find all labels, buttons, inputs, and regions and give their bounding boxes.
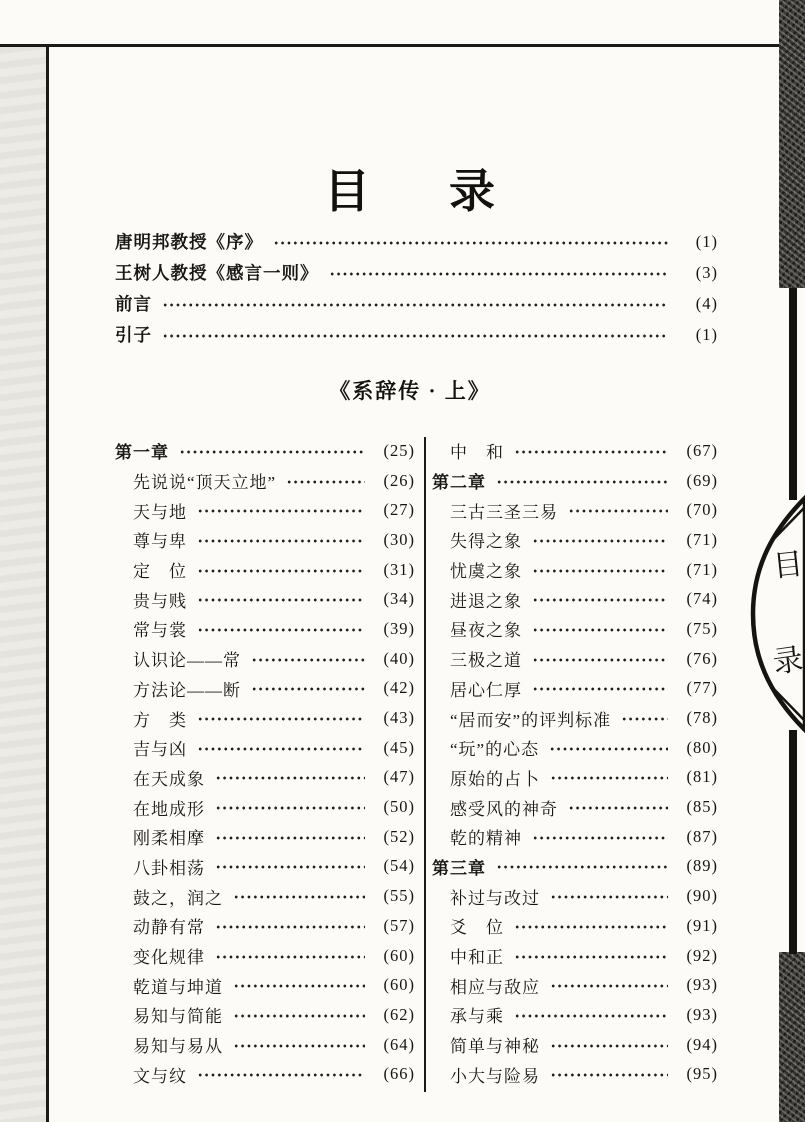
thumb-tab-label-2: 录: [770, 641, 805, 681]
toc-entry: [432, 1059, 718, 1089]
toc-entry: [115, 733, 415, 763]
toc-entry-page: (40): [383, 648, 415, 668]
toc-entry-page: (71): [686, 529, 718, 549]
toc-entry-label: 唐明邦教授《序》: [115, 232, 263, 252]
toc-entry-page: (71): [686, 559, 718, 579]
toc-entry-label: 中 和: [450, 443, 504, 463]
toc-entry: [432, 911, 718, 941]
toc-entry: [115, 644, 415, 674]
toc-entry: [432, 584, 718, 614]
toc-entry-label: 前言: [115, 294, 152, 314]
toc-entry-label: 爻 位: [450, 918, 504, 938]
toc-entry-page: (81): [686, 767, 718, 787]
toc-entry-label: 第三章: [432, 858, 486, 878]
toc-entry-page: (93): [686, 1004, 718, 1024]
toc-entry-label: 王树人教授《感言一则》: [115, 263, 319, 283]
toc-entry: [432, 644, 718, 674]
toc-entry: [432, 941, 718, 971]
toc-entry-label: 进退之象: [450, 591, 522, 611]
toc-entry-label: 乾道与坤道: [133, 977, 223, 997]
dot-leader: [568, 802, 668, 814]
dot-leader: [215, 772, 365, 784]
dot-leader: [197, 535, 365, 547]
toc-entry: [432, 852, 718, 882]
dot-leader: [273, 237, 668, 249]
toc-entry-label: 文与纹: [133, 1066, 187, 1086]
left-margin-line: [46, 45, 49, 1122]
toc-entry-page: (66): [383, 1064, 415, 1084]
toc-entry: [432, 466, 718, 496]
dot-leader: [568, 505, 668, 517]
column-divider: [424, 437, 426, 1092]
dot-leader: [233, 980, 365, 992]
toc-entry: [432, 674, 718, 704]
dot-leader: [215, 802, 365, 814]
toc-entry-page: (4): [695, 293, 718, 313]
toc-entry-label: 失得之象: [450, 532, 522, 552]
dot-leader: [233, 1010, 365, 1022]
toc-entry-page: (75): [686, 618, 718, 638]
front-matter-list: [115, 226, 718, 350]
dot-leader: [233, 891, 365, 903]
toc-entry: [115, 495, 415, 525]
toc-entry: [432, 881, 718, 911]
toc-entry: [115, 436, 415, 466]
toc-entry-page: (3): [695, 262, 718, 282]
toc-entry-label: 动静有常: [133, 918, 205, 938]
toc-entry-page: (1): [695, 231, 718, 251]
toc-entry: [115, 584, 415, 614]
toc-entry-page: (60): [383, 975, 415, 995]
page-edge-line-bottom: [789, 730, 797, 954]
toc-entry-label: 昼夜之象: [450, 621, 522, 641]
dot-leader: [550, 1069, 668, 1081]
toc-entry-page: (45): [383, 737, 415, 757]
toc-entry: [115, 525, 415, 555]
toc-entry: [115, 822, 415, 852]
toc-entry-page: (25): [383, 440, 415, 460]
dot-leader: [251, 654, 365, 666]
toc-entry-page: (26): [383, 470, 415, 490]
dot-leader: [532, 565, 668, 577]
dot-leader: [162, 299, 668, 311]
toc-entry-label: 小大与险易: [450, 1066, 540, 1086]
toc-entry-page: (76): [686, 648, 718, 668]
toc-entry: [115, 763, 415, 793]
toc-entry-page: (67): [686, 440, 718, 460]
toc-entry: [115, 1030, 415, 1060]
toc-entry-label: 变化规律: [133, 948, 205, 968]
toc-entry: [432, 733, 718, 763]
dot-leader: [514, 921, 668, 933]
toc-entry-label: “居而安”的评判标准: [450, 710, 612, 730]
dot-leader: [233, 1040, 365, 1052]
toc-right-column: [432, 436, 718, 1089]
toc-entry-page: (95): [686, 1064, 718, 1084]
toc-entry: [432, 970, 718, 1000]
toc-entry: [115, 1059, 415, 1089]
dot-leader: [197, 594, 365, 606]
toc-entry-label: 尊与卑: [133, 532, 187, 552]
toc-entry-label: 原始的占卜: [450, 769, 540, 789]
toc-entry-page: (62): [383, 1004, 415, 1024]
toc-entry-label: 吉与凶: [133, 740, 187, 760]
dot-leader: [514, 951, 668, 963]
toc-entry: [115, 555, 415, 585]
toc-entry-label: 易知与简能: [133, 1007, 223, 1027]
page-edge-line-top: [789, 288, 797, 500]
dot-leader: [496, 476, 668, 488]
dot-leader: [550, 980, 668, 992]
toc-entry-page: (77): [686, 678, 718, 698]
dot-leader: [532, 654, 668, 666]
toc-entry: [432, 436, 718, 466]
dot-leader: [286, 476, 365, 488]
toc-entry-page: (1): [695, 324, 718, 344]
dot-leader: [532, 594, 668, 606]
toc-entry: [432, 1000, 718, 1030]
toc-entry: [115, 941, 415, 971]
dot-leader: [215, 951, 365, 963]
toc-entry-label: 承与乘: [450, 1007, 504, 1027]
dot-leader: [329, 268, 669, 280]
top-rule-line: [0, 44, 784, 47]
dot-leader: [549, 743, 668, 755]
toc-entry: [115, 703, 415, 733]
toc-entry: [115, 319, 718, 350]
toc-entry-label: 三极之道: [450, 651, 522, 671]
toc-entry-page: (30): [383, 529, 415, 549]
page-title-char-2: 录: [449, 166, 496, 217]
toc-entry-page: (92): [686, 945, 718, 965]
thumb-tab: [745, 494, 805, 734]
dot-leader: [550, 772, 668, 784]
toc-left-column: [115, 436, 415, 1089]
dot-leader: [550, 891, 668, 903]
toc-entry-page: (31): [383, 559, 415, 579]
toc-entry: [115, 288, 718, 319]
toc-entry-page: (54): [383, 856, 415, 876]
toc-columns: [115, 436, 718, 1089]
toc-entry-page: (27): [383, 500, 415, 520]
toc-entry: [115, 911, 415, 941]
toc-entry: [115, 614, 415, 644]
left-margin-strip: [0, 47, 46, 1122]
toc-entry-page: (69): [686, 470, 718, 490]
toc-entry-label: 刚柔相摩: [133, 829, 205, 849]
toc-entry-label: 定 位: [133, 562, 187, 582]
toc-entry-page: (60): [383, 945, 415, 965]
toc-entry-page: (74): [686, 589, 718, 609]
toc-entry-page: (89): [686, 856, 718, 876]
toc-entry-label: 引子: [115, 325, 152, 345]
dot-leader: [621, 713, 668, 725]
toc-entry: [432, 614, 718, 644]
dot-leader: [532, 624, 668, 636]
toc-entry-label: 认识论——常: [133, 651, 241, 671]
toc-entry-page: (80): [686, 737, 718, 757]
dot-leader: [532, 535, 668, 547]
toc-entry-page: (57): [383, 915, 415, 935]
dot-leader: [514, 1010, 668, 1022]
dot-leader: [251, 683, 365, 695]
dot-leader: [197, 743, 365, 755]
toc-entry-label: 补过与改过: [450, 888, 540, 908]
thumb-tab-label-1: 目: [771, 546, 805, 585]
dot-leader: [162, 330, 668, 342]
toc-entry-label: 中和正: [450, 948, 504, 968]
toc-entry: [115, 257, 718, 288]
page-title: [100, 155, 720, 221]
toc-entry-label: 贵与贱: [133, 591, 187, 611]
dot-leader: [197, 1069, 365, 1081]
dot-leader: [179, 446, 365, 458]
toc-entry: [115, 792, 415, 822]
dot-leader: [532, 832, 668, 844]
toc-entry-page: (39): [383, 618, 415, 638]
toc-entry-label: 感受风的神奇: [450, 799, 558, 819]
page-title-char-1: 目: [324, 166, 371, 217]
dot-leader: [197, 505, 365, 517]
toc-entry-page: (87): [686, 826, 718, 846]
dot-leader: [215, 921, 365, 933]
dot-leader: [197, 565, 365, 577]
toc-entry: [115, 970, 415, 1000]
toc-entry-label: 先说说“顶天立地”: [133, 473, 277, 493]
toc-entry: [115, 466, 415, 496]
toc-entry-label: 相应与敌应: [450, 977, 540, 997]
toc-entry-page: (85): [686, 797, 718, 817]
toc-entry-page: (78): [686, 708, 718, 728]
toc-entry-label: 简单与神秘: [450, 1037, 540, 1057]
toc-entry-page: (94): [686, 1034, 718, 1054]
toc-entry-page: (91): [686, 915, 718, 935]
toc-entry-page: (70): [686, 500, 718, 520]
toc-entry: [115, 881, 415, 911]
toc-entry: [432, 525, 718, 555]
binding-edge-bottom: [779, 952, 805, 1122]
toc-entry-label: 三古三圣三易: [450, 502, 558, 522]
toc-entry-page: (50): [383, 797, 415, 817]
section-heading: 《系辞传 · 上》: [329, 379, 491, 403]
toc-entry-label: 在天成象: [133, 769, 205, 789]
toc-entry-label: 方法论——断: [133, 680, 241, 700]
dot-leader: [496, 861, 668, 873]
toc-entry: [115, 226, 718, 257]
dot-leader: [197, 624, 365, 636]
toc-entry: [432, 495, 718, 525]
dot-leader: [197, 713, 365, 725]
toc-entry-label: 八卦相荡: [133, 858, 205, 878]
dot-leader: [215, 832, 365, 844]
toc-entry-page: (52): [383, 826, 415, 846]
dot-leader: [514, 446, 668, 458]
toc-entry-label: 常与裳: [133, 621, 187, 641]
binding-edge-top: [779, 0, 805, 288]
dot-leader: [532, 683, 668, 695]
toc-entry-label: 易知与易从: [133, 1037, 223, 1057]
toc-entry-page: (90): [686, 886, 718, 906]
toc-entry-page: (43): [383, 708, 415, 728]
toc-entry-label: 鼓之，润之: [133, 888, 223, 908]
toc-entry-label: 第一章: [115, 443, 169, 463]
dot-leader: [215, 861, 365, 873]
toc-entry: [432, 703, 718, 733]
toc-entry-label: “玩”的心态: [450, 740, 540, 760]
toc-entry: [115, 1000, 415, 1030]
toc-entry: [432, 763, 718, 793]
toc-entry-label: 居心仁厚: [450, 680, 522, 700]
toc-entry-page: (93): [686, 975, 718, 995]
toc-entry: [115, 674, 415, 704]
toc-entry-page: (47): [383, 767, 415, 787]
toc-entry: [432, 555, 718, 585]
toc-entry: [115, 852, 415, 882]
toc-entry-label: 忧虞之象: [450, 562, 522, 582]
toc-entry-label: 在地成形: [133, 799, 205, 819]
toc-entry-label: 天与地: [133, 502, 187, 522]
toc-entry-page: (55): [383, 886, 415, 906]
toc-entry: [432, 1030, 718, 1060]
toc-entry-label: 方 类: [133, 710, 187, 730]
dot-leader: [550, 1040, 668, 1052]
toc-entry-label: 第二章: [432, 473, 486, 493]
toc-entry: [432, 792, 718, 822]
toc-entry-label: 乾的精神: [450, 829, 522, 849]
toc-entry-page: (64): [383, 1034, 415, 1054]
toc-entry-page: (42): [383, 678, 415, 698]
toc-entry-page: (34): [383, 589, 415, 609]
toc-entry: [432, 822, 718, 852]
